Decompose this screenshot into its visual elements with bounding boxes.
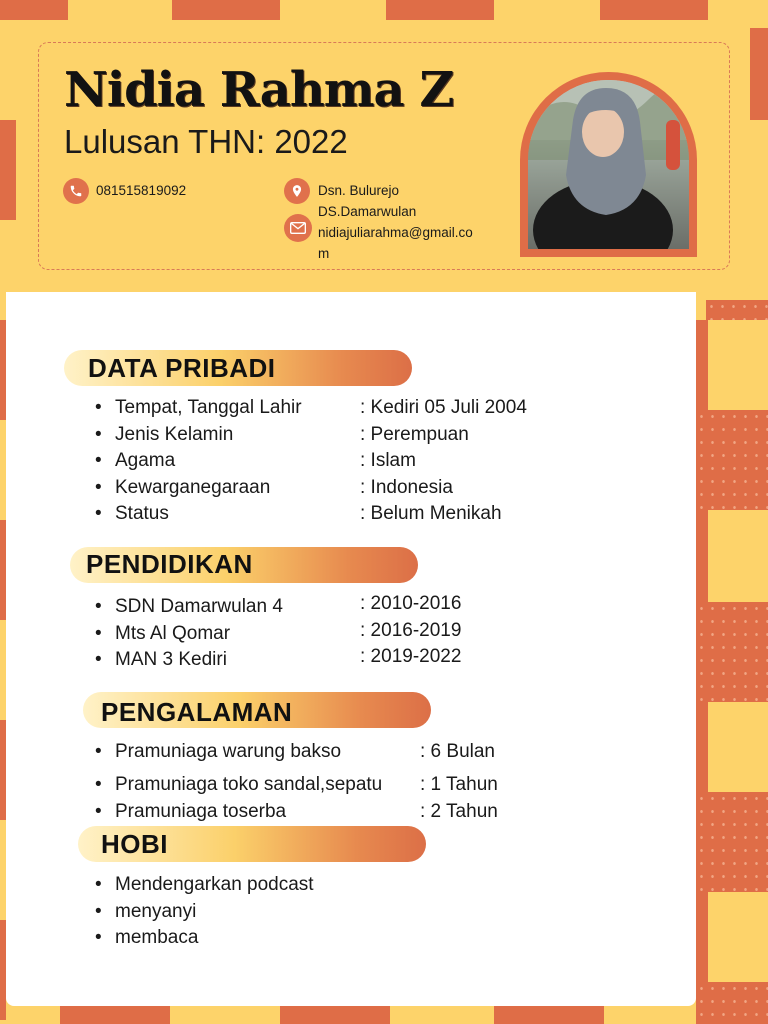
list-item-label: Pramuniaga warung bakso bbox=[115, 741, 342, 762]
bullet-icon: • bbox=[95, 622, 102, 644]
list-item-label: Pramuniaga toserba bbox=[115, 801, 287, 822]
bullet-icon: • bbox=[95, 450, 102, 471]
candidate-name: Nidia Rahma Z bbox=[64, 62, 454, 118]
list-item-value: : 2010-2016 bbox=[360, 593, 462, 614]
bullet-icon: • bbox=[95, 423, 102, 445]
bullet-icon: • bbox=[95, 649, 102, 670]
list-item-value: : Perempuan bbox=[360, 423, 469, 445]
section-title-hobi: HOBI bbox=[101, 829, 168, 859]
list-item-value: : Belum Menikah bbox=[360, 503, 502, 524]
list-item-label: SDN Damarwulan 4 bbox=[115, 596, 283, 617]
list-item-value: : 6 Bulan bbox=[420, 741, 495, 762]
list-item-label: Mts Al Qomar bbox=[115, 622, 231, 644]
section-title-pendidikan: PENDIDIKAN bbox=[86, 549, 253, 579]
email-line-1: nidiajuliarahma@gmail.co bbox=[318, 225, 473, 240]
list-item-label: Pramuniaga toko sandal,sepatu bbox=[115, 774, 383, 795]
list-item-value: : 1 Tahun bbox=[420, 774, 498, 795]
list-item-label: Jenis Kelamin bbox=[115, 423, 234, 445]
list-item bbox=[95, 873, 695, 899]
list-item bbox=[95, 396, 695, 422]
list-item-value: : Kediri 05 Juli 2004 bbox=[360, 397, 527, 418]
bullet-icon: • bbox=[95, 801, 102, 822]
bullet-icon: • bbox=[95, 741, 102, 762]
mail-icon bbox=[284, 214, 312, 242]
bullet-icon: • bbox=[95, 596, 102, 617]
list-item bbox=[95, 423, 695, 449]
list-item-label: Mendengarkan podcast bbox=[115, 874, 314, 895]
list-item bbox=[95, 800, 695, 826]
list-item bbox=[95, 773, 695, 799]
section-title-pengalaman: PENGALAMAN bbox=[101, 697, 293, 727]
list-item-label: Agama bbox=[115, 450, 176, 471]
list-item-label: Status bbox=[115, 503, 169, 524]
list-item bbox=[95, 449, 695, 475]
phone-number: 081515819092 bbox=[96, 183, 187, 198]
bullet-icon: • bbox=[95, 874, 102, 895]
bullet-icon: • bbox=[95, 774, 102, 795]
list-item bbox=[95, 619, 695, 648]
bullet-icon: • bbox=[95, 927, 102, 948]
section-title-data-pribadi: DATA PRIBADI bbox=[88, 353, 276, 383]
list-item-label: membaca bbox=[115, 927, 199, 948]
bullet-icon: • bbox=[95, 476, 102, 498]
bullet-icon: • bbox=[95, 900, 102, 922]
list-item-value: : 2019-2022 bbox=[360, 646, 462, 667]
list-item-value: : 2 Tahun bbox=[420, 801, 498, 822]
email-line-2: m bbox=[318, 246, 330, 261]
list-item bbox=[95, 476, 695, 502]
address bbox=[318, 180, 416, 222]
location-pin-icon bbox=[284, 178, 310, 204]
list-item-label: Tempat, Tanggal Lahir bbox=[115, 397, 302, 418]
list-item-label: Kewarganegaraan bbox=[115, 476, 271, 498]
list-item bbox=[95, 900, 695, 926]
list-item-value: : 2016-2019 bbox=[360, 619, 462, 641]
list-item bbox=[95, 926, 695, 952]
list-item bbox=[95, 595, 695, 621]
address-line-2: DS.Damarwulan bbox=[318, 204, 417, 219]
list-item bbox=[95, 502, 695, 528]
list-item bbox=[95, 740, 695, 766]
list-item-value: : Indonesia bbox=[360, 476, 453, 498]
phone-icon bbox=[63, 178, 89, 204]
list-item-label: menyanyi bbox=[115, 900, 197, 922]
graduation-year: Lulusan THN: 2022 bbox=[64, 123, 348, 160]
bullet-icon: • bbox=[95, 503, 102, 524]
list-item-label: MAN 3 Kediri bbox=[115, 649, 227, 670]
email bbox=[318, 222, 473, 264]
list-item-value: : Islam bbox=[360, 450, 416, 471]
list-item bbox=[95, 648, 695, 674]
profile-photo bbox=[528, 80, 689, 249]
bullet-icon: • bbox=[95, 397, 102, 418]
address-line-1: Dsn. Bulurejo bbox=[318, 183, 400, 198]
